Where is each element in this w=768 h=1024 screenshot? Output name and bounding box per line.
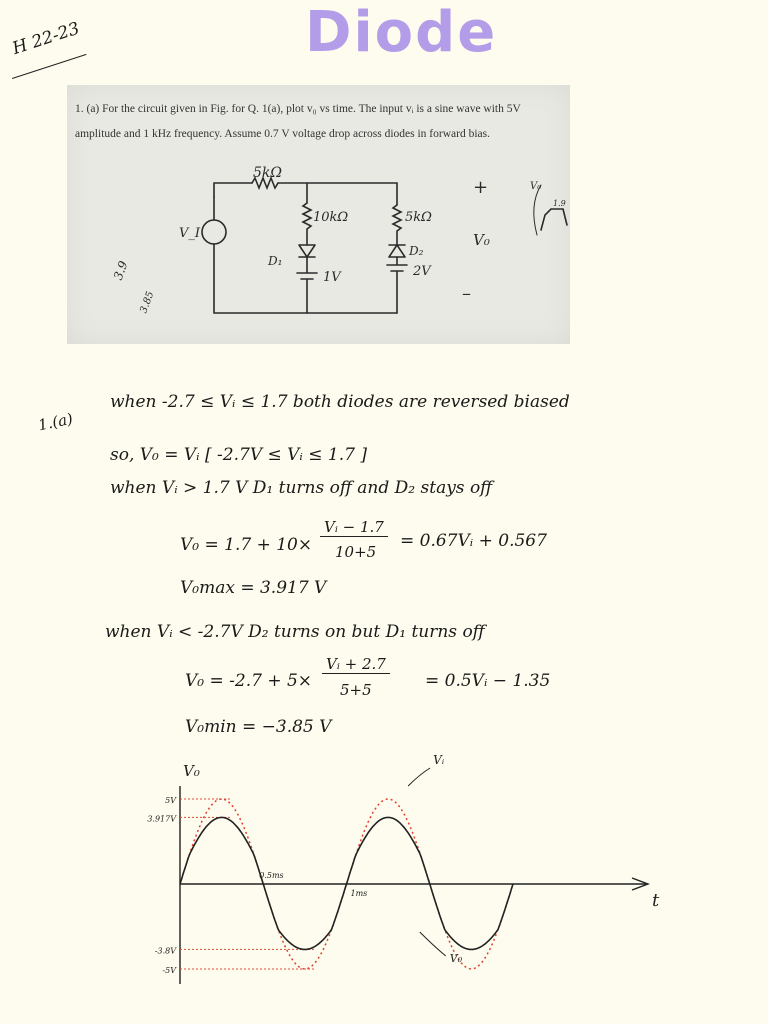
label-batt2: 2V (413, 264, 431, 279)
diode-d1 (299, 245, 315, 257)
equation-1-rhs: = 0.67Vᵢ + 0.567 (400, 531, 547, 551)
xtick-label: 0.5ms (259, 871, 284, 880)
reference-underline (12, 54, 86, 79)
series-label-vo: V₀ (449, 952, 463, 965)
circuit-diagram (67, 85, 570, 344)
equation-2-lhs: V₀ = -2.7 + 5× (185, 671, 313, 691)
scribble-2: 3.85 (138, 290, 157, 315)
solution-line-2: so, V₀ = Vᵢ [ -2.7V ≤ Vᵢ ≤ 1.7 ] (110, 445, 367, 465)
ytick-label: 3.917V (147, 814, 176, 824)
label-source: V_I (179, 226, 201, 241)
label-d2: D₂ (409, 244, 424, 258)
vo-max: V₀max = 3.917 V (180, 578, 327, 598)
xtick-label: 1ms (350, 889, 368, 898)
label-r-right: 5kΩ (405, 210, 432, 225)
label-plus: + (473, 177, 489, 198)
scribble-1: 3.9 (110, 259, 131, 282)
solution-line-6: when Vᵢ < -2.7V D₂ turns on but D₁ turns off (105, 622, 485, 642)
solution-number: 1.(a) (36, 409, 75, 435)
sketch-label: V₀ (530, 181, 542, 192)
battery-1v (297, 257, 317, 313)
label-r-top: 5kΩ (253, 165, 282, 181)
equation-1-lhs: V₀ = 1.7 + 10× (180, 535, 313, 555)
series-label-vi: Vᵢ (433, 753, 445, 767)
equation-1-denominator: 10+5 (335, 543, 377, 561)
resistor-5k-right (393, 205, 401, 245)
equation-2-rhs: = 0.5Vᵢ − 1.35 (425, 671, 551, 691)
chart-axes (180, 786, 648, 984)
label-r-mid: 10kΩ (313, 210, 349, 225)
solution-line-1: when -2.7 ≤ Vᵢ ≤ 1.7 both diodes are reversed biased (110, 392, 570, 412)
solution-line-3: when Vᵢ > 1.7 V D₁ turns off and D₂ stays off (110, 478, 493, 498)
ytick-label: 5V (165, 796, 176, 805)
equation-2-numerator: Vᵢ + 2.7 (322, 655, 390, 674)
label-d1: D₁ (268, 254, 283, 268)
question-photo (67, 85, 570, 344)
ytick-label: -3.8V (154, 946, 176, 956)
question-text: 1. (a) For the circuit given in Fig. for Q. 1(a), plot v₀ vs time. The input vᵢ is a sine wave with 5V amplitude and 1 kHz frequency. Assume 0.7 V voltage drop across diodes in forward bias. (75, 103, 521, 140)
diode-d2 (389, 245, 405, 257)
axis-y-label: V₀ (183, 762, 200, 780)
label-minus: – (462, 283, 471, 304)
label-vo: V₀ (473, 231, 490, 249)
sketch-value: 1.9 (553, 199, 566, 208)
label-batt1: 1V (323, 270, 341, 285)
page-title: Diode (305, 0, 498, 65)
equation-1-numerator: Vᵢ − 1.7 (320, 518, 388, 537)
vo-pointer (420, 932, 446, 956)
battery-2v (387, 257, 407, 313)
voltage-source (202, 220, 226, 244)
reference-tag: H 22-23 (10, 18, 83, 60)
waveform-chart (0, 744, 768, 1024)
axis-x-label: t (652, 890, 660, 911)
ytick-label: -5V (162, 966, 176, 975)
resistor-10k (303, 203, 311, 245)
vo-min: V₀min = −3.85 V (185, 717, 332, 737)
equation-2-denominator: 5+5 (340, 681, 372, 699)
vi-pointer (408, 768, 430, 786)
output-sketch (541, 209, 567, 230)
